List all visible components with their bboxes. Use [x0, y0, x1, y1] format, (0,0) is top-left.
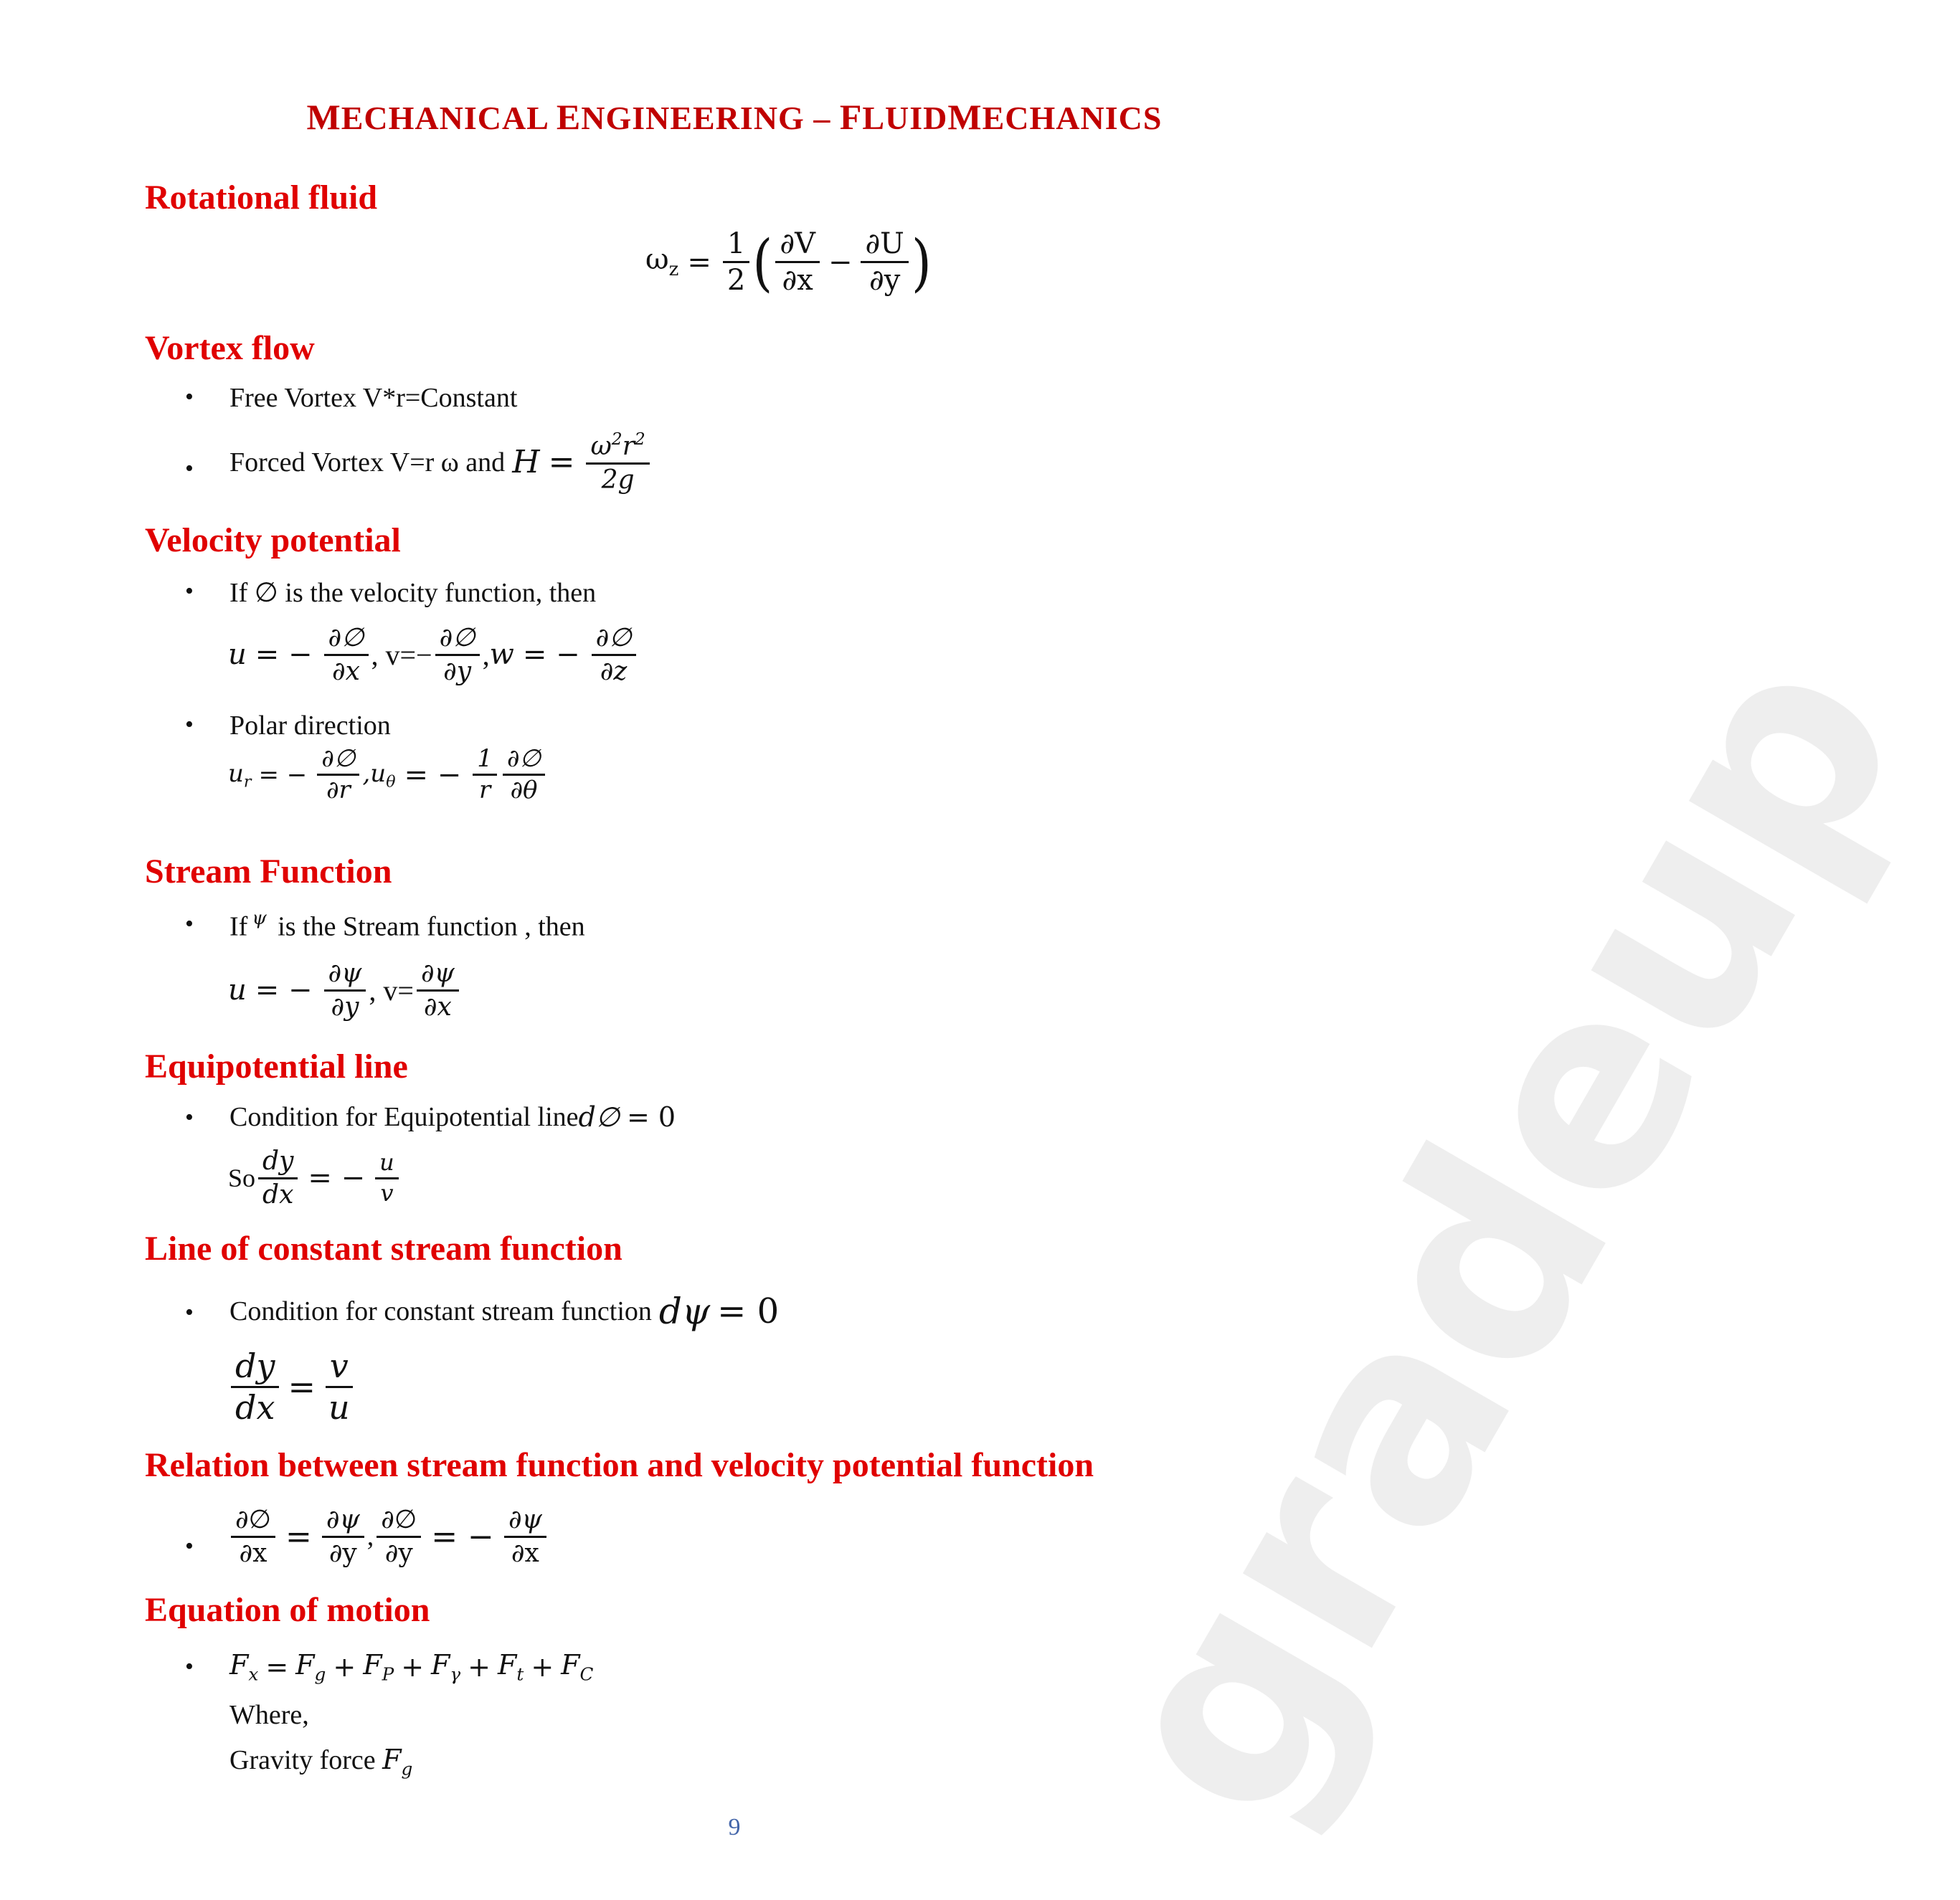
- header-m2: M: [947, 97, 983, 137]
- bullet-dot: •: [185, 578, 194, 604]
- bullet-dot: •: [185, 711, 194, 738]
- constant-stream-equation: $\frac{dy}{dx}$ = $\frac{v}{u}$: [228, 1348, 357, 1425]
- heading-equation-of-motion: Equation of motion: [145, 1591, 430, 1629]
- constant-stream-condition-text: Condition for constant stream function: [229, 1296, 652, 1326]
- heading-constant-stream-function: Line of constant stream function: [145, 1230, 622, 1268]
- bullet-dot: •: [185, 1299, 194, 1326]
- bullet-dot: •: [185, 455, 194, 482]
- header-f: F: [839, 97, 863, 137]
- equipotential-equation: So $\frac{dy}{dx}$ = − $\frac{u}{v}$: [228, 1147, 402, 1209]
- heading-velocity-potential: Velocity potential: [145, 521, 401, 559]
- bullet-dot: •: [185, 1104, 194, 1131]
- bullet-dot: •: [185, 1653, 194, 1680]
- rotational-equation: $\omega_z$ = $\frac{1}{2}$ ( $\frac{\partial V}{\partial x}$ − $\frac{\partial U}{\partial y}$ ): [645, 226, 932, 298]
- bullet-dot: •: [185, 384, 194, 410]
- heading-equipotential-line: Equipotential line: [145, 1048, 408, 1086]
- header-m: M: [306, 97, 341, 137]
- so-label: So: [228, 1164, 256, 1193]
- polar-equation: $u_r$ = − $\frac{\partial\emptyset}{\partial r}$ $,u_\theta$ = − $\frac{1}{r}$ $\frac{\partial\emptyset}{\partial\theta}$: [228, 746, 548, 804]
- motion-equation: $F_x$ = $F_g$ + $F_P$ + $F_\gamma$ + $F_t$ + $F_C$: [229, 1649, 594, 1685]
- heading-stream-function: Stream Function: [145, 852, 392, 890]
- header-ngineering: NGINEERING –: [581, 100, 840, 136]
- stream-if: If: [229, 911, 248, 942]
- stream-function-text: is the Stream function , then: [270, 911, 585, 942]
- bullet-dot: •: [185, 1533, 194, 1559]
- header-echanics: ECHANICS: [982, 100, 1163, 136]
- equipotential-condition-text: Condition for Equipotential line: [229, 1102, 579, 1132]
- stream-velocity-equation: u = − $\frac{\partial\psi}{\partial y}$ , v= $\frac{\partial\psi}{\partial x}$: [228, 959, 462, 1021]
- velocity-components-equation: u = − $\frac{\partial\emptyset}{\partial x}$ , v=− $\frac{\partial\emptyset}{\partial y}$ , w = − $\frac{\partial\emptyset}{\partial z}$: [228, 624, 639, 685]
- polar-direction-text: Polar direction: [229, 711, 391, 741]
- header-echanical: ECHANICAL: [341, 100, 557, 136]
- heading-vortex-flow: Vortex flow: [145, 329, 315, 367]
- where-text: Where,: [229, 1700, 309, 1730]
- equipotential-condition-line: Condition for Equipotential line d∅ = 0: [229, 1101, 676, 1133]
- stream-function-line: If $^\psi$ is the Stream function , then: [229, 908, 585, 942]
- watermark: gradeup: [1043, 599, 1960, 1869]
- constant-stream-condition-line: Condition for constant stream function dψ = 0: [229, 1291, 780, 1332]
- velocity-function-text: If ∅ is the velocity function, then: [229, 578, 597, 608]
- forced-vortex-text: Forced Vortex V=r ω and: [229, 447, 506, 478]
- page-number: 9: [728, 1814, 741, 1840]
- heading-relation: Relation between stream function and velocity potential function: [145, 1446, 1094, 1484]
- forced-vortex-line: Forced Vortex V=r ω and H = $\frac{\omega^2r^2}{2g}$: [229, 430, 653, 494]
- gravity-force-line: Gravity force $F_g$: [229, 1744, 413, 1780]
- header-luid: LUID: [862, 100, 948, 136]
- bullet-dot: •: [185, 911, 194, 937]
- gravity-force-text: Gravity force: [229, 1745, 383, 1775]
- relation-equation: $\frac{\partial\emptyset}{\partial x}$ = $\frac{\partial\psi}{\partial y}$ , $\frac{\partial\emptyset}{\partial y}$ = − $\frac{\partial\psi}{\partial x}$: [228, 1506, 549, 1567]
- free-vortex-text: Free Vortex V*r=Constant: [229, 383, 518, 413]
- page-header: [0, 96, 1469, 138]
- header-e: E: [556, 97, 582, 137]
- heading-rotational-fluid: Rotational fluid: [145, 179, 378, 217]
